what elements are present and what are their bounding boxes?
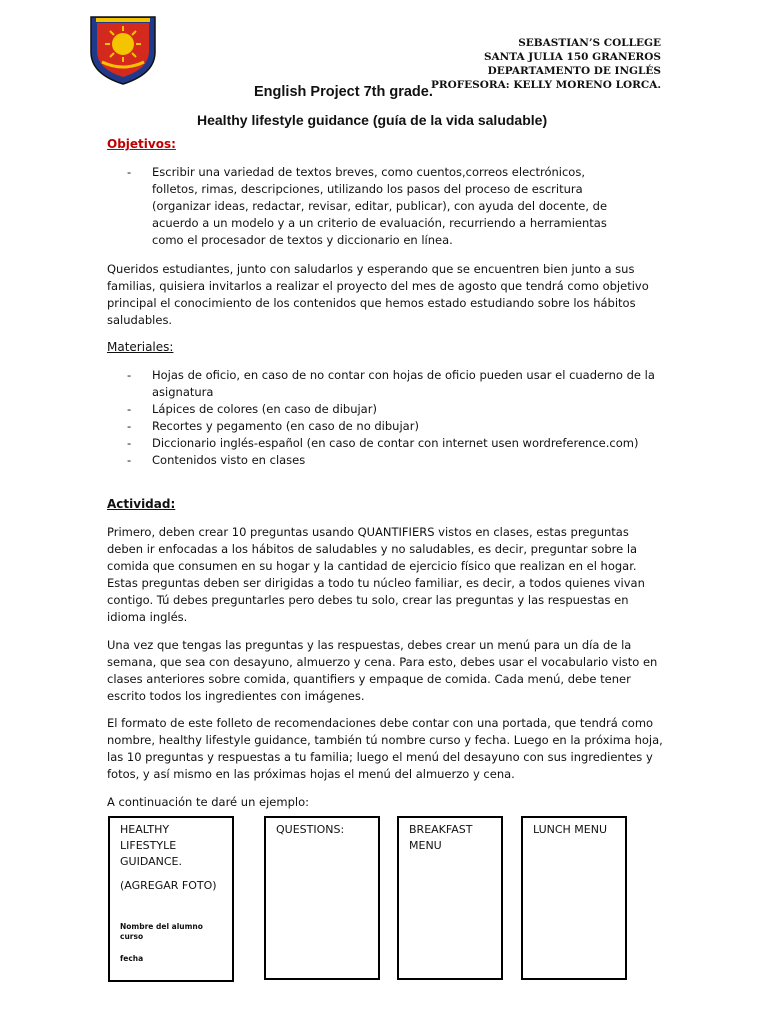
materiales-item: - Hojas de oficio, en caso de no contar con hojas de oficio pueden usar el cuaderno de la asignatura bbox=[127, 367, 662, 401]
school-crest-logo bbox=[88, 14, 158, 86]
cover-course: curso bbox=[120, 932, 144, 941]
intro-paragraph: Queridos estudiantes, junto con saludarlos y esperando que se encuentren bien junto a sus familias, quisiera invitarlos a realizar el proyecto del mes de agosto que tendrá como objetivo principal el conocimiento de los contenidos que hemos estado estudiando sobre los hábitos saludables. bbox=[107, 262, 649, 327]
school-address: SANTA JULIA 150 GRANEROS bbox=[483, 51, 661, 63]
cover-student-name: Nombre del alumno bbox=[120, 922, 203, 931]
page-title: English Project 7th grade. bbox=[254, 84, 433, 100]
cover-page-box bbox=[108, 816, 234, 982]
breakfast-menu-label: BREAKFAST MENU bbox=[409, 823, 473, 852]
materiales-item: - Lápices de colores (en caso de dibujar) bbox=[127, 401, 662, 418]
school-name: SEBASTIAN’S COLLEGE bbox=[518, 37, 661, 49]
actividad-heading: Actividad: bbox=[107, 497, 176, 511]
actividad-paragraph-2: Una vez que tengas las preguntas y las respuestas, debes crear un menú para un día de la semana, que sea con desayuno, almuerzo y cena. Para esto, debes usar el vocabulario visto en clases anteriores sobre comida, quantifiers y empaque de comida. Cada menú, debe tener escrito todos los ingredientes con imágenes. bbox=[107, 638, 658, 703]
materiales-item: - Contenidos visto en clases bbox=[127, 452, 662, 469]
page-subtitle: Healthy lifestyle guidance (guía de la vida saludable) bbox=[197, 112, 548, 128]
actividad-paragraph-3: El formato de este folleto de recomendaciones debe contar con una portada, que tendrá como nombre, healthy lifestyle guidance, también tú nombre curso y fecha. Luego en la próxima hoja, las 10 preguntas y respuestas a tu familia; luego el menú del desayuno con sus ingredientes y fotos, y así mismo en las próximas hojas el menú del almuerzo y cena. bbox=[107, 716, 663, 781]
school-header bbox=[431, 36, 661, 92]
objetivos-item: - Escribir una variedad de textos breves, como cuentos,correos electrónicos, folletos, rimas, descripciones, utilizando los pasos del proceso de escritura (organizar ideas, redactar, revisar, editar, publicar), con ayuda del docente, de acuerdo a un modelo y a un criterio de evaluación, recurriendo a herramientas como el procesador de textos y diccionario en línea. bbox=[127, 164, 632, 249]
objetivos-heading: Objetivos: bbox=[107, 137, 176, 151]
school-teacher: PROFESORA: KELLY MORENO LORCA. bbox=[430, 79, 661, 91]
questions-label: QUESTIONS: bbox=[276, 823, 345, 836]
breakfast-menu-box bbox=[397, 816, 503, 980]
materiales-item: - Recortes y pegamento (en caso de no dibujar) bbox=[127, 418, 662, 435]
lunch-menu-box bbox=[521, 816, 627, 980]
cover-photo-label: (AGREGAR FOTO) bbox=[120, 879, 217, 892]
school-department: DEPARTAMENTO DE INGLÉS bbox=[487, 65, 661, 77]
lunch-menu-label: LUNCH MENU bbox=[533, 823, 608, 836]
actividad-paragraph-4: A continuación te daré un ejemplo: bbox=[107, 795, 309, 809]
cover-date: fecha bbox=[120, 954, 144, 963]
materiales-heading: Materiales: bbox=[107, 340, 174, 354]
actividad-paragraph-1: Primero, deben crear 10 preguntas usando QUANTIFIERS vistos en clases, estas preguntas deben ir enfocadas a los hábitos de saludables y no saludables, es decir, preguntar sobre la comida que consumen en su hogar y la cantidad de ejercicio físico que realizan en el hogar. Estas preguntas deben ser dirigidas a todo tu núcleo familiar, es decir, a todos quienes vivan contigo. Tú debes preguntarles pero debes tu solo, crear las preguntas y las respuestas en idioma inglés. bbox=[107, 525, 645, 624]
materiales-list bbox=[127, 367, 662, 469]
materiales-item: - Diccionario inglés-español (en caso de contar con internet usen wordreference.com) bbox=[127, 435, 662, 452]
questions-box bbox=[264, 816, 380, 980]
cover-title: HEALTHY LIFESTYLE GUIDANCE. bbox=[120, 823, 182, 868]
objetivos-list bbox=[127, 164, 632, 249]
